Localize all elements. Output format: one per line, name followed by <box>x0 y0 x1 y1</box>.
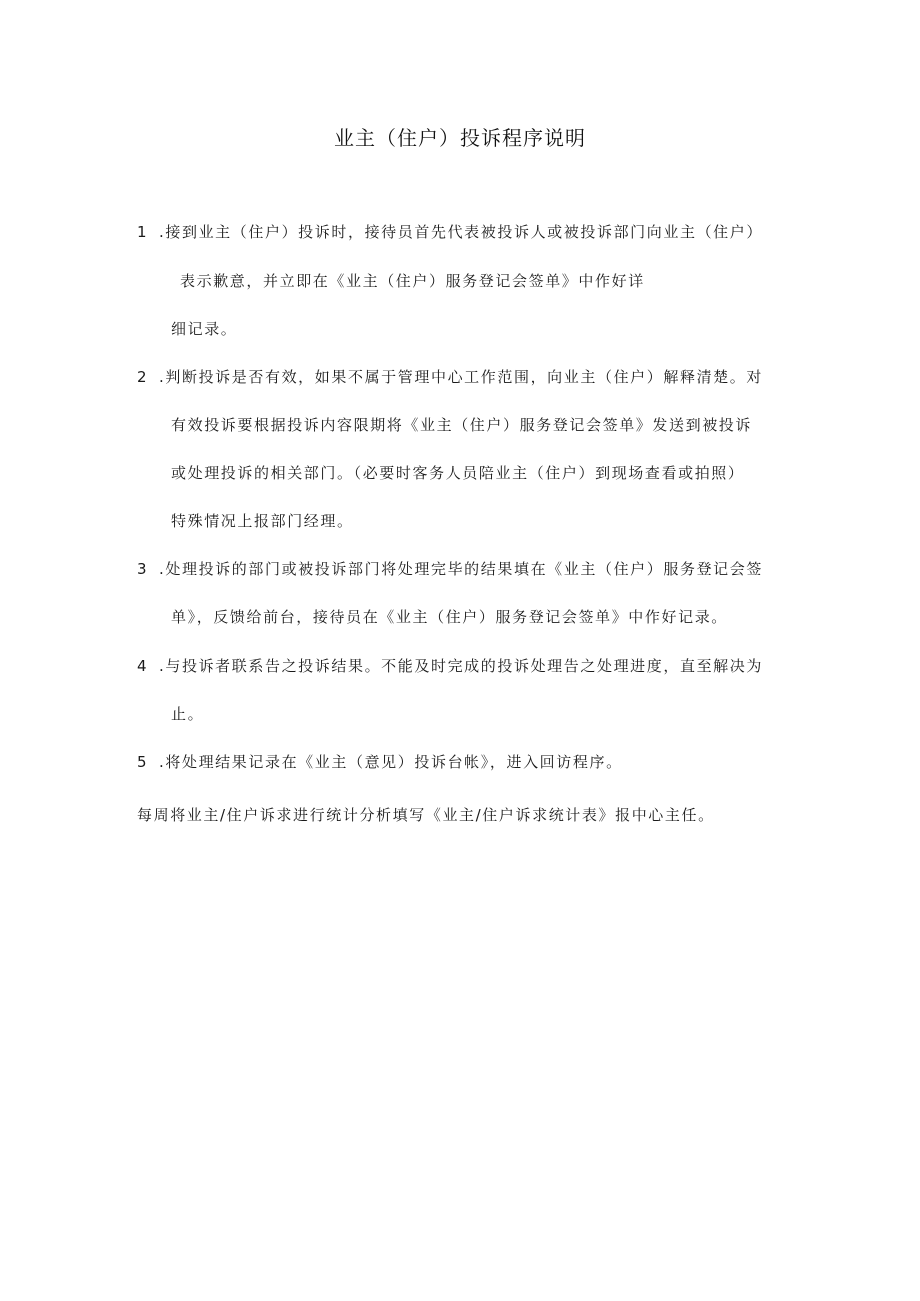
list-item-4-line-1 <box>137 655 763 676</box>
document-title: 业主（住户）投诉程序说明 <box>334 126 586 150</box>
list-item-text: .与投诉者联系告之投诉结果。不能及时完成的投诉处理告之处理进度，直至解决为 <box>159 657 763 675</box>
list-item-text: .处理投诉的部门或被投诉部门将处理完毕的结果填在《业主（住户）服务登记会签 <box>159 560 763 578</box>
list-item-3-line-2: 单》，反馈给前台，接待员在《业主（住户）服务登记会签单》中作好记录。 <box>171 608 728 626</box>
list-item-1-line-3: 细记录。 <box>171 320 238 338</box>
weekly-summary-paragraph: 每周将业主/住户诉求进行统计分析填写《业主/住户诉求统计表》报中心主任。 <box>137 806 715 824</box>
list-item-1-line-1 <box>137 221 763 242</box>
list-item-number: 2 <box>137 368 149 386</box>
list-item-number: 5 <box>137 753 149 771</box>
list-item-2-line-3: 或处理投诉的相关部门。（必要时客务人员陪业主（住户）到现场查看或拍照） <box>171 464 745 482</box>
list-item-text: .判断投诉是否有效，如果不属于管理中心工作范围，向业主（住户）解释清楚。对 <box>159 368 763 386</box>
list-item-2-line-1 <box>137 366 763 387</box>
list-item-number: 1 <box>137 223 149 241</box>
list-item-number: 3 <box>137 560 149 578</box>
list-item-text: .接到业主（住户）投诉时，接待员首先代表被投诉人或被投诉部门向业主（住户） <box>159 223 763 241</box>
list-item-text: .将处理结果记录在《业主（意见）投诉台帐》，进入回访程序。 <box>159 753 623 771</box>
list-item-number: 4 <box>137 657 149 675</box>
list-item-2-line-2: 有效投诉要根据投诉内容限期将《业主（住户）服务登记会签单》发送到被投诉 <box>171 416 753 434</box>
list-item-3-line-1 <box>137 558 763 579</box>
list-item-5-line-1 <box>137 751 623 772</box>
list-item-4-line-2: 止。 <box>171 705 205 723</box>
list-item-1-line-2: 表示歉意，并立即在《业主（住户）服务登记会签单》中作好详 <box>180 272 645 290</box>
list-item-2-line-4: 特殊情况上报部门经理。 <box>171 512 354 530</box>
